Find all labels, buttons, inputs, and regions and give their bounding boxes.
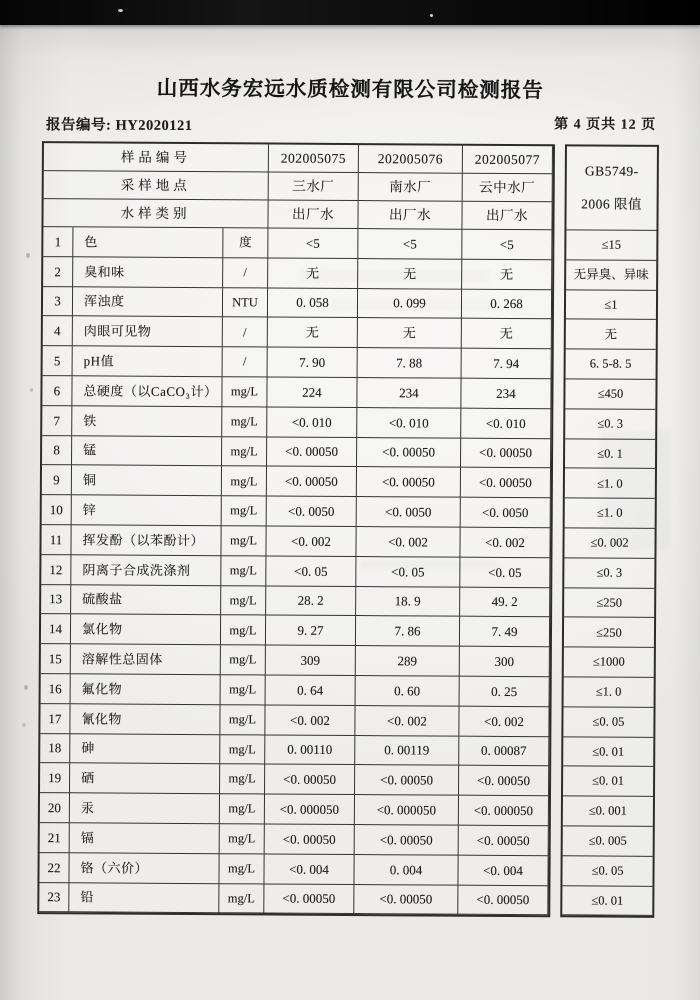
limit-value: ≤0. 3 bbox=[565, 409, 655, 439]
sample-value: 0. 058 bbox=[268, 288, 358, 318]
limit-value: ≤15 bbox=[566, 230, 656, 260]
row-number: 20 bbox=[40, 793, 70, 823]
parameter-name: 浑浊度 bbox=[73, 287, 223, 318]
meta-row-value: 202005077 bbox=[463, 146, 553, 175]
row-number: 5 bbox=[43, 346, 73, 376]
parameter-unit: mg/L bbox=[222, 437, 267, 467]
sample-value: 7. 90 bbox=[268, 348, 358, 378]
sample-value: <0. 002 bbox=[356, 527, 460, 557]
sample-value: <0. 0050 bbox=[461, 498, 551, 528]
limit-value: ≤0. 01 bbox=[563, 767, 653, 797]
meta-row-label: 样品编号 bbox=[44, 143, 269, 172]
parameter-name: 铁 bbox=[72, 406, 222, 437]
meta-row-value: 202005076 bbox=[359, 145, 463, 174]
limit-value: 无 bbox=[566, 320, 656, 350]
parameter-unit: mg/L bbox=[220, 705, 265, 735]
sample-value: 0. 00087 bbox=[459, 736, 549, 766]
parameter-unit: mg/L bbox=[220, 824, 265, 854]
sample-value: 无 bbox=[358, 259, 462, 289]
limit-value: ≤0. 01 bbox=[562, 886, 652, 916]
sample-value: <5 bbox=[268, 229, 358, 259]
sample-value: <0. 00050 bbox=[357, 467, 461, 497]
parameter-unit: / bbox=[223, 347, 268, 377]
row-number: 4 bbox=[43, 317, 73, 347]
page-indicator: 第 4 页共 12 页 bbox=[554, 117, 657, 133]
limit-table-header bbox=[566, 146, 657, 231]
page-title: 山西水务宏远水质检测有限公司检测报告 bbox=[156, 76, 544, 103]
sample-value: <0. 000050 bbox=[459, 796, 549, 826]
sample-value: 7. 94 bbox=[462, 349, 552, 379]
parameter-unit: mg/L bbox=[221, 526, 266, 556]
sample-value: <0. 000050 bbox=[265, 795, 355, 825]
limit-value: ≤1. 0 bbox=[564, 677, 654, 707]
row-number: 14 bbox=[41, 614, 71, 644]
sample-value: 0. 099 bbox=[358, 289, 462, 319]
sample-value: 309 bbox=[266, 646, 356, 676]
meta-row-value: 202005075 bbox=[269, 145, 359, 174]
sample-value: <0. 00050 bbox=[265, 765, 355, 795]
limit-value: ≤1. 0 bbox=[565, 498, 655, 528]
row-number: 11 bbox=[41, 525, 71, 555]
sample-value: <0. 00050 bbox=[459, 766, 549, 796]
sample-value: 224 bbox=[267, 377, 357, 407]
meta-row-value: 南水厂 bbox=[359, 173, 463, 202]
row-number: 6 bbox=[42, 376, 72, 406]
meta-row-value: 云中水厂 bbox=[463, 174, 553, 203]
meta-row-label: 采样地点 bbox=[44, 171, 269, 200]
row-number: 1 bbox=[43, 227, 73, 257]
sample-value: <0. 00050 bbox=[264, 884, 354, 914]
sample-value: 无 bbox=[268, 258, 358, 288]
parameter-unit: mg/L bbox=[219, 854, 264, 884]
sample-value: <0. 05 bbox=[266, 556, 356, 586]
sample-value: <0. 004 bbox=[264, 854, 354, 884]
parameter-name: 氯化物 bbox=[71, 615, 221, 646]
parameter-name: 镉 bbox=[70, 823, 220, 854]
row-number: 17 bbox=[40, 704, 70, 734]
limit-value: ≤1 bbox=[566, 290, 656, 320]
row-number: 23 bbox=[39, 883, 69, 913]
meta-row-value: 出厂水 bbox=[462, 202, 552, 231]
sample-value: 无 bbox=[358, 318, 462, 348]
limit-value: 无异臭、异味 bbox=[566, 260, 656, 290]
parameter-unit: mg/L bbox=[221, 586, 266, 616]
sample-value: <0. 00050 bbox=[461, 468, 551, 498]
sample-value: 0. 268 bbox=[462, 289, 552, 319]
limit-value: ≤0. 002 bbox=[564, 528, 654, 558]
sample-value: 0. 00110 bbox=[265, 735, 355, 765]
parameter-name: 氰化物 bbox=[70, 704, 220, 735]
row-number: 18 bbox=[40, 734, 70, 764]
limit-value: ≤1. 0 bbox=[565, 469, 655, 499]
parameter-unit: mg/L bbox=[221, 675, 266, 705]
parameter-name: 汞 bbox=[70, 793, 220, 824]
parameter-name: 肉眼可见物 bbox=[73, 317, 223, 348]
sample-value: 18. 9 bbox=[356, 587, 460, 617]
sample-value: <0. 010 bbox=[461, 408, 551, 438]
parameter-name: 臭和味 bbox=[73, 257, 223, 288]
sample-value: <0. 010 bbox=[357, 408, 461, 438]
sample-value: 234 bbox=[357, 378, 461, 408]
limit-value: ≤0. 05 bbox=[562, 856, 652, 886]
sample-value: 234 bbox=[461, 379, 551, 409]
limit-standard-code: GB5749- bbox=[584, 163, 639, 179]
parameter-unit: mg/L bbox=[222, 377, 267, 407]
sample-value: 7. 88 bbox=[358, 348, 462, 378]
sample-value: <0. 00050 bbox=[265, 824, 355, 854]
sample-value: 7. 86 bbox=[356, 616, 460, 646]
parameter-unit: NTU bbox=[223, 288, 268, 318]
sample-value: <0. 00050 bbox=[267, 437, 357, 467]
parameter-unit: mg/L bbox=[222, 496, 267, 526]
sample-value: 49. 2 bbox=[460, 587, 550, 617]
limit-value: ≤0. 05 bbox=[563, 707, 653, 737]
row-number: 15 bbox=[41, 644, 71, 674]
limit-value: ≤450 bbox=[565, 379, 655, 409]
row-number: 21 bbox=[40, 823, 70, 853]
report-number bbox=[46, 113, 193, 135]
sample-value: 无 bbox=[268, 318, 358, 348]
limit-value: ≤0. 1 bbox=[565, 439, 655, 469]
row-number: 2 bbox=[43, 257, 73, 287]
sample-value: <0. 002 bbox=[266, 526, 356, 556]
sample-value: 28. 2 bbox=[266, 586, 356, 616]
sample-value: <0. 010 bbox=[267, 407, 357, 437]
sample-value: <0. 00050 bbox=[459, 826, 549, 856]
report-number-value: HY2020121 bbox=[115, 117, 193, 135]
row-number: 22 bbox=[39, 853, 69, 883]
row-number: 16 bbox=[41, 674, 71, 704]
limit-value: ≤0. 01 bbox=[563, 737, 653, 767]
limit-value: ≤0. 005 bbox=[563, 826, 653, 856]
limit-value: 6. 5-8. 5 bbox=[566, 350, 656, 380]
standard-limit-table bbox=[560, 144, 659, 918]
parameter-name: 锌 bbox=[72, 495, 222, 526]
parameter-name: pH值 bbox=[73, 346, 223, 377]
limit-value: ≤0. 3 bbox=[564, 558, 654, 588]
sample-value: <0. 05 bbox=[460, 557, 550, 587]
sample-value: <0. 00050 bbox=[267, 467, 357, 497]
parameter-unit: mg/L bbox=[221, 556, 266, 586]
sample-value: <0. 00050 bbox=[355, 825, 459, 855]
parameter-unit: mg/L bbox=[221, 616, 266, 646]
sample-value: 0. 004 bbox=[354, 855, 458, 885]
row-number: 10 bbox=[42, 495, 72, 525]
sample-value: <0. 000050 bbox=[355, 795, 459, 825]
parameter-name: 硫酸盐 bbox=[71, 585, 221, 616]
parameter-unit: mg/L bbox=[222, 407, 267, 437]
parameter-name: 挥发酚（以苯酚计） bbox=[71, 525, 221, 556]
sample-value: 289 bbox=[356, 646, 460, 676]
sample-value: 0. 00119 bbox=[355, 736, 459, 766]
row-number: 8 bbox=[42, 436, 72, 466]
sample-value: 7. 49 bbox=[460, 617, 550, 647]
parameter-unit: mg/L bbox=[220, 794, 265, 824]
parameter-unit: mg/L bbox=[219, 884, 264, 914]
parameter-name: 硒 bbox=[70, 764, 220, 795]
water-quality-results-table bbox=[37, 141, 555, 917]
parameter-unit: / bbox=[223, 318, 268, 348]
sample-value: 无 bbox=[462, 319, 552, 349]
sample-value: <0. 00050 bbox=[458, 885, 548, 915]
sample-value: <0. 00050 bbox=[357, 438, 461, 468]
limit-value: ≤0. 001 bbox=[563, 796, 653, 826]
sample-value: <0. 0050 bbox=[357, 497, 461, 527]
meta-row-value: 三水厂 bbox=[269, 173, 359, 202]
sample-value: <0. 00050 bbox=[354, 885, 458, 915]
sample-value: <0. 002 bbox=[265, 705, 355, 735]
sample-value: 无 bbox=[462, 259, 552, 289]
parameter-name: 阴离子合成洗涤剂 bbox=[71, 555, 221, 586]
limit-value: ≤250 bbox=[564, 588, 654, 618]
limit-value: ≤1000 bbox=[564, 647, 654, 677]
sample-value: 0. 60 bbox=[356, 676, 460, 706]
parameter-unit: mg/L bbox=[220, 765, 265, 795]
row-number: 19 bbox=[40, 763, 70, 793]
parameter-name: 砷 bbox=[70, 734, 220, 765]
row-number: 7 bbox=[42, 406, 72, 436]
parameter-name: 色 bbox=[73, 227, 223, 258]
sample-value: 0. 64 bbox=[266, 675, 356, 705]
meta-row-value: 出厂水 bbox=[358, 201, 462, 230]
sample-value: <0. 004 bbox=[458, 855, 548, 885]
parameter-name: 铬（六价） bbox=[69, 853, 219, 884]
parameter-name: 总硬度（以CaCO₃计） bbox=[72, 376, 222, 407]
row-number: 9 bbox=[42, 465, 72, 495]
parameter-unit: 度 bbox=[223, 228, 268, 258]
sample-value: 9. 27 bbox=[266, 616, 356, 646]
parameter-unit: mg/L bbox=[220, 735, 265, 765]
sample-value: <5 bbox=[462, 230, 552, 260]
sample-value: <5 bbox=[358, 229, 462, 259]
sample-value: <0. 00050 bbox=[355, 765, 459, 795]
row-number: 3 bbox=[43, 287, 73, 317]
meta-row-value: 出厂水 bbox=[268, 201, 358, 230]
parameter-unit: / bbox=[223, 258, 268, 288]
parameter-name: 溶解性总固体 bbox=[71, 644, 221, 675]
report-number-label: 报告编号: bbox=[46, 117, 112, 134]
meta-row-label: 水样类别 bbox=[43, 199, 268, 228]
sample-value: <0. 002 bbox=[460, 528, 550, 558]
row-number: 13 bbox=[41, 585, 71, 615]
limit-value: ≤250 bbox=[564, 618, 654, 648]
sample-value: 0. 25 bbox=[460, 677, 550, 707]
sample-value: <0. 00050 bbox=[461, 438, 551, 468]
sample-value: <0. 002 bbox=[355, 706, 459, 736]
parameter-name: 氟化物 bbox=[71, 674, 221, 705]
sample-value: <0. 0050 bbox=[267, 497, 357, 527]
parameter-unit: mg/L bbox=[222, 467, 267, 497]
parameter-name: 铜 bbox=[72, 466, 222, 497]
parameter-name: 锰 bbox=[72, 436, 222, 467]
sample-value: <0. 05 bbox=[356, 557, 460, 587]
sample-value: 300 bbox=[460, 647, 550, 677]
sample-value: <0. 002 bbox=[459, 706, 549, 736]
row-number: 12 bbox=[41, 555, 71, 585]
parameter-unit: mg/L bbox=[221, 645, 266, 675]
limit-standard-label: 2006 限值 bbox=[581, 196, 643, 212]
parameter-name: 铅 bbox=[69, 883, 219, 914]
